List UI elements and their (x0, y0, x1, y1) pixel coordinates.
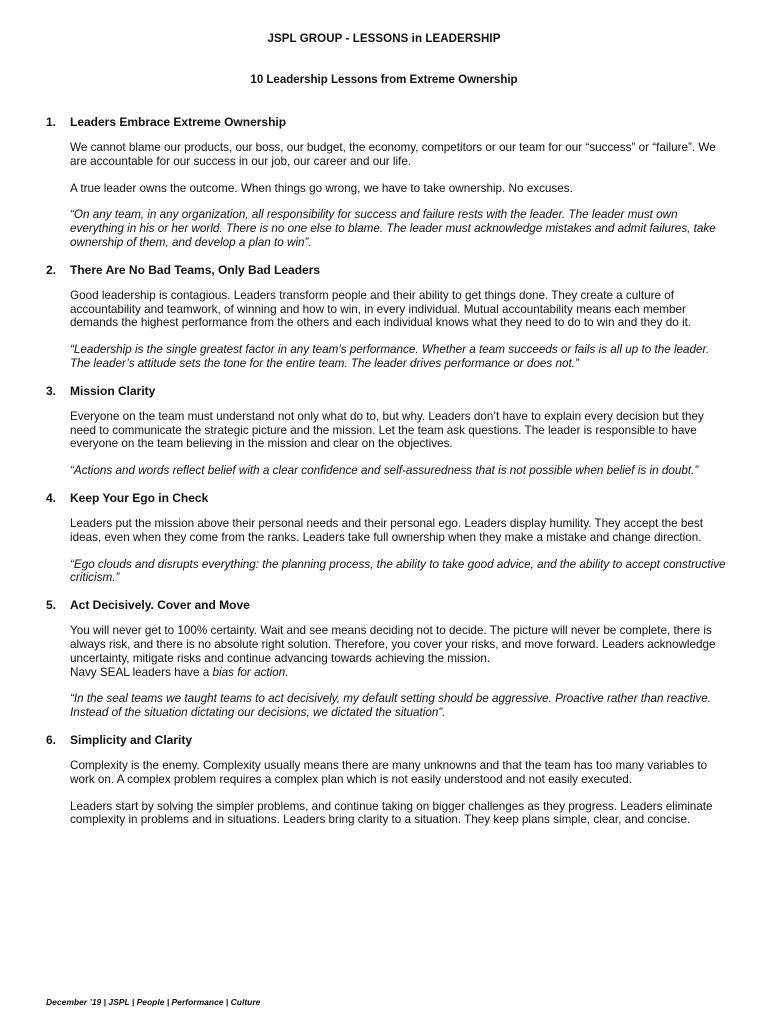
lesson-title: Keep Your Ego in Check (70, 490, 209, 505)
page-header-title: JSPL GROUP - LESSONS in LEADERSHIP (267, 33, 501, 45)
lesson-number: 3. (46, 383, 57, 398)
lesson-heading (46, 384, 726, 398)
lesson-2 (46, 263, 726, 371)
lesson-number: 5. (46, 598, 57, 613)
lesson-paragraph: A true leader owns the outcome. When things go wrong, we have to take ownership. No excuses. (70, 181, 573, 195)
lesson-paragraph: We cannot blame our products, our boss, our budget, the economy, competitors or our team for our “success” or “failure”. We are accountable for our success in our job, our career and our life. (70, 141, 716, 168)
lesson-number: 1. (46, 115, 57, 129)
lesson-quote: “Ego clouds and disrupts everything: the planning process, the ability to take good advice, and the ability to accept constructive criticism.” (70, 557, 726, 585)
lesson-paragraph: Complexity is the enemy. Complexity usually means there are many unknowns and that the team has too many variables to work on. A complex problem requires a complex plan which is not easily understood and not easily executed. (70, 758, 708, 786)
lesson-4 (46, 491, 726, 585)
lesson-number: 4. (46, 490, 57, 505)
lesson-heading (46, 491, 726, 505)
lesson-number: 6. (46, 732, 57, 747)
lesson-quote: “In the seal teams we taught teams to act decisively, my default setting should be aggressive. Proactive rather than reactive. Instead of the situation dictating our decisions, we dictated the situation”. (70, 692, 711, 720)
lesson-paragraph: Good leadership is contagious. Leaders transform people and their ability to get things done. They create a culture of accountability and teamwork, of winning and how to win, in every individual. Mutual accountability means each member demands the highest performance from the others and each individual knows what they need to do to win and they do it. (70, 288, 692, 330)
lessons-list (46, 115, 726, 840)
paragraph-text: You will never get to 100% certainty. Wait and see means deciding not to decide. The picture will never be complete, there is always risk, and there is no absolute right solution. Therefore, you cover your risks, and move forward. Leaders acknowledge uncertainty, mitigate risks and continue advancing towards achieving the mission. (70, 624, 716, 665)
lesson-3 (46, 384, 726, 478)
lesson-paragraph: Leaders start by solving the simpler problems, and continue taking on bigger challenges as they progress. Leaders eliminate complexity in problems and in situations. Leaders bring clarity to a situation. They keep plans simple, clear, and concise. (70, 799, 713, 827)
page-footer: December ’19 | JSPL | People | Performance | Culture (46, 997, 261, 1007)
lesson-heading (46, 598, 726, 612)
lesson-title: Mission Clarity (70, 383, 156, 398)
lesson-number: 2. (46, 262, 57, 277)
paragraph-text: Navy SEAL leaders have a (70, 665, 213, 679)
lesson-title: There Are No Bad Teams, Only Bad Leaders (70, 262, 321, 277)
lesson-title: Simplicity and Clarity (70, 732, 193, 747)
lesson-heading (46, 263, 726, 277)
lesson-title: Act Decisively. Cover and Move (70, 598, 250, 613)
lesson-1 (46, 115, 726, 250)
lesson-quote: “Actions and words reflect belief with a clear confidence and self-assuredness that is not possible when belief is in doubt.” (70, 464, 699, 478)
lesson-5 (46, 598, 726, 720)
lesson-quote: “Leadership is the single greatest factor in any team’s performance. Whether a team succeeds or fails is all up to the leader. The leader’s attitude sets the tone for the entire team. The leader drives performance or does not.” (70, 343, 710, 370)
document-title: 10 Leadership Lessons from Extreme Ownership (250, 74, 518, 86)
lesson-paragraph: Everyone on the team must understand not only what do to, but why. Leaders don’t have to explain every decision but they need to communicate the strategic picture and the mission. Let the team ask questions. The leader is responsible to have everyone on the team believing in the mission and clear on the objectives. (70, 409, 704, 451)
lesson-6 (46, 733, 726, 827)
lesson-paragraph: Leaders put the mission above their personal needs and their personal ego. Leaders display humility. They accept the best ideas, even when they come from the ranks. Leaders take full ownership when they make a mistake and change direction. (70, 516, 704, 544)
lesson-quote: “On any team, in any organization, all responsibility for success and failure rests with the leader. The leader must own everything in his or her world. There is no one else to blame. The leader must acknowledge mistakes and admit failures, take ownership of them, and develop a plan to win”. (70, 208, 716, 249)
lesson-heading (46, 733, 726, 747)
lesson-title: Leaders Embrace Extreme Ownership (70, 115, 287, 129)
lesson-heading (46, 115, 726, 129)
lesson-paragraph (70, 624, 726, 679)
emphasis-text: bias for action. (212, 665, 289, 679)
